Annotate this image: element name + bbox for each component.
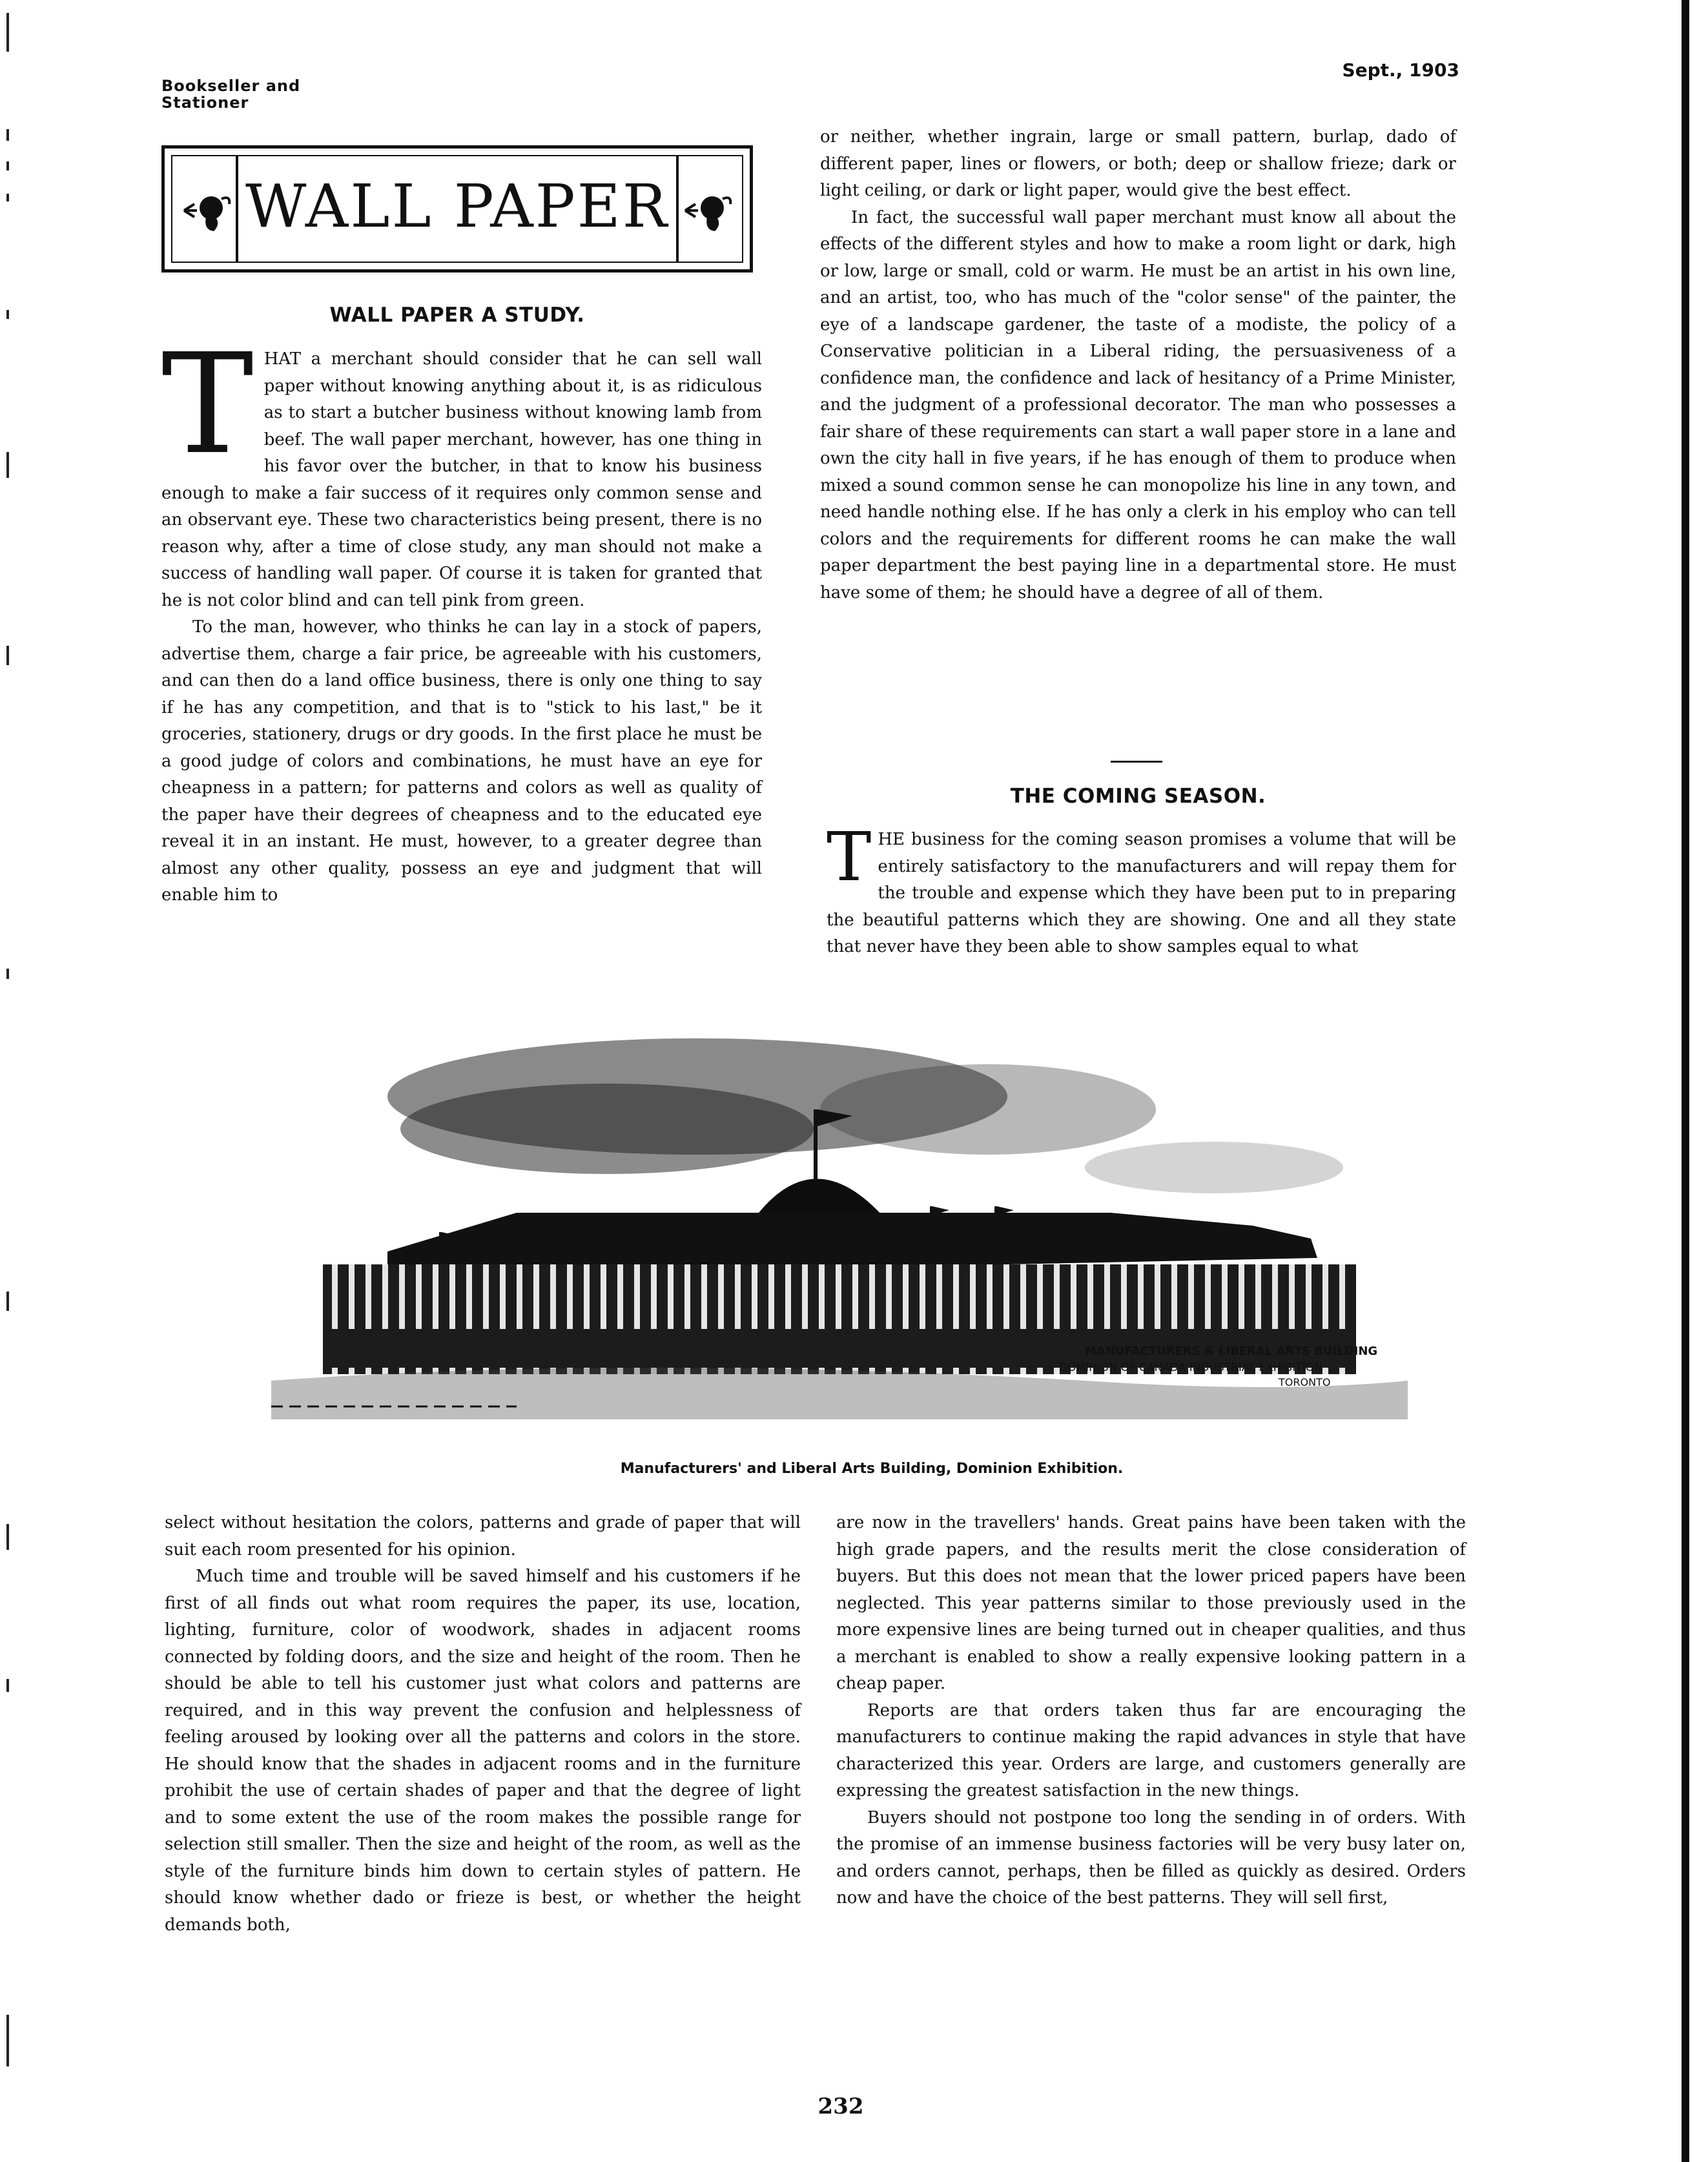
article2-column4 [836, 1510, 1466, 1912]
paragraph: select without hesitation the colors, patterns and grade of paper that will suit each room presented for his opinion. [165, 1513, 801, 1560]
scan-edge-marks [0, 0, 26, 2162]
article2-column2 [827, 818, 1456, 961]
section-header-box [161, 145, 753, 273]
section-divider [1111, 761, 1162, 763]
paragraph: Buyers should not postpone too long the sending in of orders. With the promise of an immense business factories will be very busy later on, and orders cannot, perhaps, then be filled as quickly as desired. Orders now and have the choice of the best patterns. They will sell first, [836, 1807, 1466, 1908]
paragraph: To the man, however, who thinks he can lay in a stock of papers, advertise them, charge a fair price, be agreeable with his customers, and can then do a land office business, there is only one thing to say if he has any competition, and that is to "stick to his last," be it groceries, stationery, drugs or dry goods. In the first place he must be a good judge of colors and combinations, he must have an eye for cheapness in a pattern; for patterns and colors as well as quality of the paper have their degrees of cheapness and to the educated eye reveal it in an instant. He must, however, to a greater degree than almost any other quality, possess an eye and judgment that will enable him to [161, 617, 762, 905]
paragraph: Reports are that orders taken thus far are encouraging the manufacturers to continue making the rapid advances in style that have characterized this year. Orders are large, and customers generally are expressing the greatest satisfaction in the new things. [836, 1700, 1466, 1800]
exhibition-building-illustration [245, 1019, 1453, 1445]
paragraph: Much time and trouble will be saved himself and his customers if he first of all finds out what room requires the paper, its use, location, lighting, furniture, color of woodwork, shades in adjacent rooms connected by folding doors, and the size and height of the room. Then he should be able to tell his customer just what colors and patterns are required, and in this way prevent the confusion and helplessness of feeling aroused by looking over all the patterns and colors in the store. He should know that the shades in adjacent rooms and in the furniture prohibit the use of certain shades of paper and that the degree of light and to some extent the use of the room makes the possible range for selection still smaller. Then the size and height of the room, as well as the style of the furniture binds him down to certain styles of pattern. He should know whether dado or frieze is best, or whether the height demands both, [165, 1567, 801, 1935]
running-head-date: Sept., 1903 [1342, 59, 1459, 81]
plate-label-line1: MANUFACTURERS & LIBERAL ARTS BUILDING [1085, 1344, 1378, 1358]
section-title: WALL PAPER [245, 172, 670, 241]
article1-column2 [820, 124, 1456, 606]
paragraph: In fact, the successful wall paper merchant must know all about the effects of the different styles and how to make a room light or dark, high or low, large or small, cold or warm. He must be an artist in his own line, and an artist, too, who has much of the "color sense" of the painter, the eye of a landscape gardener, the taste of a modiste, the policy of a Conservative politician in a Liberal riding, the persuasiveness of a confidence man, the confidence and lack of hesitancy of a Prime Minister, and the judgment of a professional decorator. The man who possesses a fair share of these requirements can start a wall paper store in a lane and own the city hall in five years, if he has enough of them to produce when mixed a sound common sense he can monopolize his line in any town, and need handle nothing else. If he has only a clerk in his employ who can tell colors and the requirements for different rooms he can make the wall paper department the best paying line in a departmental store. He must have some of them; he should have a degree of all of them. [820, 207, 1456, 602]
article-heading-coming-season: THE COMING SEASON. [1010, 785, 1266, 808]
paragraph: HAT a merchant should consider that he can sell wall paper without knowing anything about it, is as ridiculous as to start a butcher business without knowing lamb from beef. The wall paper merchant, however, has one thing in his favor over the butcher, in that to know his business enough to make a fair success of it requires only common sense and an observant eye. These two characteristics being present, there is no reason why, after a time of close study, any man should not make a success of handling wall paper. Of course it is taken for granted that he is not color blind and can tell pink from green. [161, 349, 762, 610]
page-number: 232 [818, 2094, 864, 2119]
rose-ornament-icon [679, 185, 737, 236]
article-heading-wall-paper-study: WALL PAPER A STUDY. [329, 304, 585, 327]
paragraph: HE business for the coming season promises a volume that will be entirely satisfactory to the manufacturers and will repay them for the trouble and expense which they have been put to in preparing the beautiful patterns which they are showing. One and all they state that never have they been able to show samples equal to what [827, 830, 1456, 956]
paragraph: or neither, whether ingrain, large or small pattern, burlap, dado of different paper, lines or flowers, or both; deep or shallow frieze; dark or light ceiling, or dark or light paper, would give the best effect. [820, 127, 1456, 200]
scan-right-edge [1682, 0, 1689, 2162]
drop-cap: T [827, 818, 872, 896]
drop-cap: T [161, 324, 254, 485]
article1-column1 [161, 324, 762, 909]
plate-label-line3: TORONTO [1279, 1376, 1331, 1388]
paragraph: are now in the travellers' hands. Great pains have been taken with the high grade papers, and the results merit the close consideration of buyers. But this does not mean that the lower priced papers have been neglected. This year patterns similar to those previously used in the more expensive lines are being turned out in cheaper qualities, and thus a merchant is enabled to show a really expensive looking pattern in a cheap paper. [836, 1513, 1466, 1693]
article1-column3 [165, 1510, 801, 1939]
running-head-publication: Bookseller and Stationer [161, 77, 301, 112]
plate-label-line2: DOMINION OF CANADA INDUSTRIAL EXHIBITION [1059, 1361, 1322, 1374]
rose-ornament-icon [178, 185, 236, 236]
illustration-caption: Manufacturers' and Liberal Arts Building, Dominion Exhibition. [620, 1461, 1124, 1477]
